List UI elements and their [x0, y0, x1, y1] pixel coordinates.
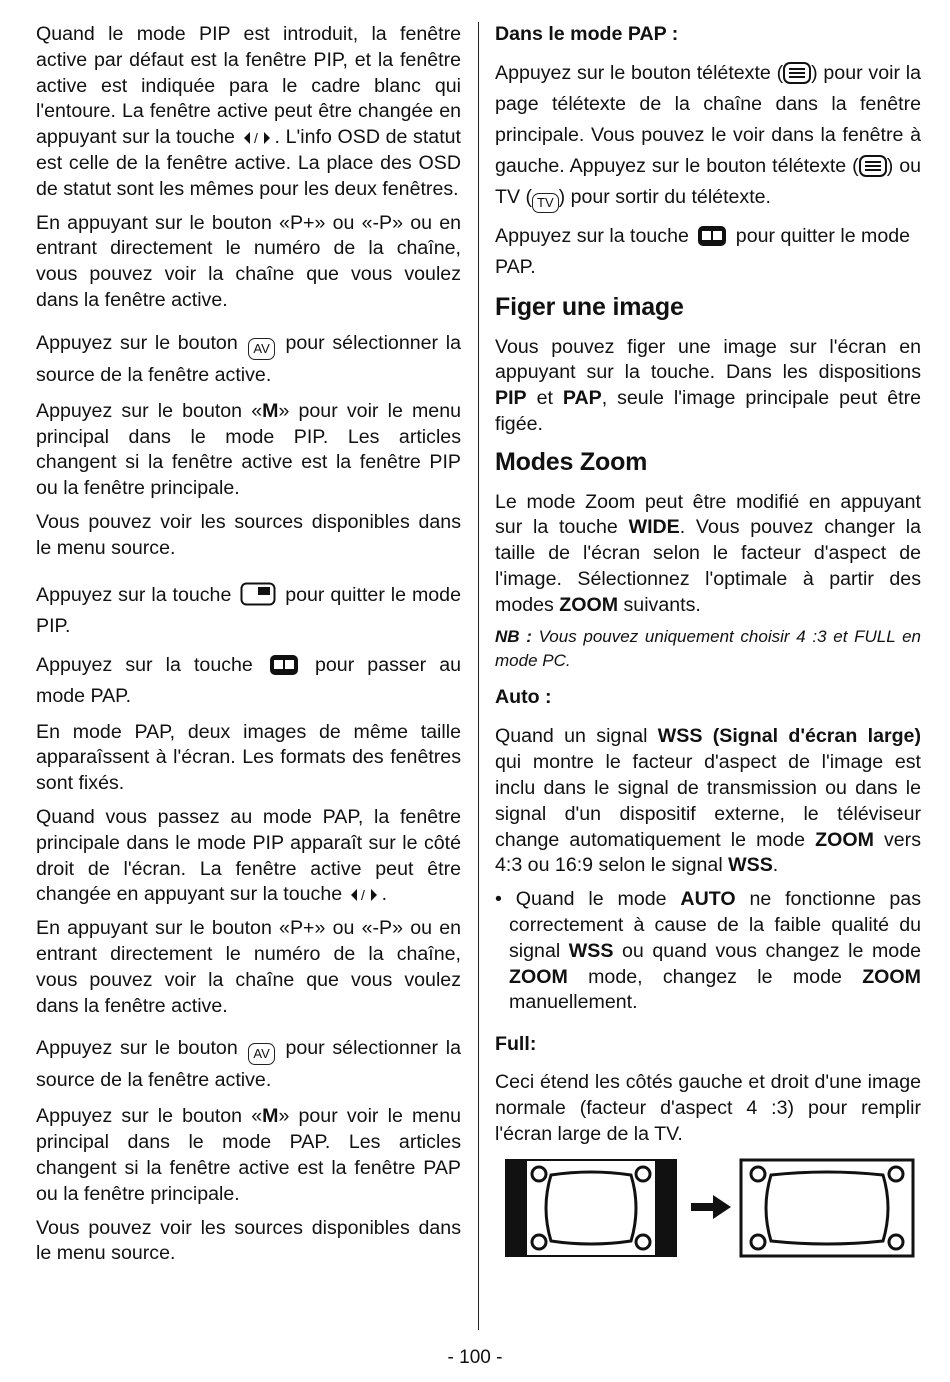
paragraph-full: Ceci étend les côtés gauche et droit d'une image normale (facteur d'aspect 4 :3) pour remplir l'écran large de la TV. [495, 1070, 921, 1145]
text-quit-pip-a: Appuyez sur la touche [36, 583, 232, 606]
arrow-right-icon [691, 1195, 731, 1219]
left-right-arrows-icon [243, 131, 273, 145]
text-bullet-zoom1-bold: ZOOM [509, 965, 568, 988]
heading-pap-mode: Dans le mode PAP : [495, 23, 679, 45]
paragraph-quit-pap [495, 221, 921, 283]
text-wide-bold: WIDE [628, 516, 680, 539]
text-menu-a: Appuyez sur le bouton « [36, 399, 263, 422]
text-menu-b: » pour voir le menu principal dans le mode PIP. Les articles changent si la fenêtre active est la fenêtre PIP ou la fenêtre principale. [36, 399, 461, 500]
text-zoom-c: suivants. [623, 593, 701, 616]
text-enter-pap-a: Appuyez sur la touche [36, 653, 253, 676]
paragraph-sources: Vous pouvez voir les sources disponibles dans le menu source. [36, 510, 461, 559]
teletext-icon [859, 155, 887, 177]
pap-key-icon [269, 654, 299, 676]
text-bullet-c: ou quand vous changez le mode [622, 939, 921, 962]
text-auto-c: vers 4:3 ou 16:9 selon le signal [495, 828, 921, 877]
heading-zoom: Modes Zoom [495, 447, 648, 476]
bullet-auto-fail [495, 887, 921, 1016]
paragraph-av-source [36, 328, 461, 391]
text-bullet-e: manuellement. [509, 991, 638, 1014]
text-pap-switch-end: . [381, 883, 388, 906]
text-auto-d: . [772, 854, 779, 877]
paragraph-auto [495, 724, 921, 879]
text-auto-b: qui montre le facteur d'aspect de l'image est inclu dans le signal de transmission ou dans le signal d'un dispositif externe, le téléviseur change automatiquement le mode [495, 751, 921, 851]
text-freeze-a: Vous pouvez figer une image sur l'écran en appuyant sur la touche. Dans les dispositions [495, 335, 921, 384]
paragraph-av-source-pap [36, 1033, 461, 1096]
text-bullet-zoom2-bold: ZOOM [862, 965, 921, 988]
left-right-arrows-icon [350, 888, 380, 902]
text-enter-pap-b: pour passer au mode PAP. [36, 653, 461, 707]
paragraph-pap-intro: En mode PAP, deux images de même taille apparaîssent à l'écran. Les formats des fenêtres sont fixés. [36, 720, 461, 795]
paragraph-enter-pap [36, 650, 461, 712]
pip-key-icon [240, 582, 276, 606]
nb-label: NB : [495, 626, 532, 646]
text-zoom-bold: ZOOM [559, 593, 619, 616]
text-teletext-d: ) pour sortir du télétexte. [558, 185, 772, 208]
text-av-pap-b: pour sélectionner la source de la fenêtre active. [36, 1037, 461, 1092]
svg-text:/: / [360, 888, 365, 903]
text-bullet-wss-bold: WSS [568, 939, 614, 962]
text-bullet-d: mode, changez le mode [588, 965, 842, 988]
column-divider [478, 22, 479, 1330]
av-button-icon: AV [248, 1043, 274, 1065]
text-quit-pip-b: pour quitter le mode PIP. [36, 583, 461, 637]
text-av-a: Appuyez sur le bouton [36, 331, 238, 354]
paragraph-pap-switch [36, 805, 461, 908]
heading-auto: Auto : [495, 685, 552, 708]
paragraph-quit-pip [36, 580, 461, 642]
paragraph-channel-select: En appuyant sur le bouton «P+» ou «-P» ou en entrant directement le numéro de la chaîne, vous pouvez voir la chaîne que vous voulez dans la fenêtre active. [36, 211, 461, 311]
full-zoom-illustration [495, 1157, 935, 1259]
svg-text:/: / [253, 131, 258, 146]
paragraph-channel-select-pap: En appuyant sur le bouton «P+» ou «-P» ou en entrant directement le numéro de la chaîne, vous pouvez voir la chaîne que vous voulez dans la fenêtre active. [36, 917, 461, 1017]
text-teletext-c: ) ou TV ( [495, 154, 921, 208]
text-menu-pap-b: » pour voir le menu principal dans le mode PAP. Les articles changent si la fenêtre active est la fenêtre PAP ou la fenêtre principale. [36, 1105, 461, 1205]
right-column [495, 22, 921, 1259]
paragraph-teletext [495, 58, 921, 213]
text-freeze-b: , seule l'image principale peut être figée. [495, 387, 922, 435]
text-pip-intro-end: . L'info OSD de statut est celle de la fenêtre active. La place des OSD de statut sont les mêmes pour les deux fenêtres. [36, 126, 461, 200]
text-pap-bold: PAP [562, 387, 602, 410]
text-auto-wss-bold: WSS [728, 854, 773, 877]
heading-full: Full: [495, 1033, 537, 1056]
paragraph-pip-intro [36, 22, 461, 203]
nb-text: Vous pouvez uniquement choisir 4 :3 et FULL en mode PC. [495, 626, 921, 670]
text-pip-bold: PIP [495, 387, 527, 410]
text-menu-pap-a: Appuyez sur le bouton « [36, 1105, 263, 1128]
text-bullet-auto-bold: AUTO [680, 888, 736, 911]
text-pap-switch: Quand vous passez au mode PAP, la fenêtre principale dans le mode PIP apparaît sur le côté droit de l'écran. La fenêtre active peut être changée en appuyant sur la touche [36, 805, 461, 906]
left-column [36, 22, 461, 1275]
text-wss-full-bold: WSS (Signal d'écran large) [657, 725, 921, 748]
text-bullet-a: • Quand le mode [495, 888, 667, 911]
normal-4-3-screen [505, 1159, 677, 1257]
tv-button-icon: TV [532, 193, 559, 213]
text-zoom-a: Le mode Zoom peut être modifié en appuyant sur la touche [495, 490, 921, 539]
text-av-pap-a: Appuyez sur le bouton [36, 1037, 238, 1060]
paragraph-zoom [495, 490, 921, 619]
text-bullet-b: ne fonctionne pas correctement à cause de la faible qualité du signal [509, 888, 921, 962]
heading-freeze: Figer une image [495, 292, 684, 321]
text-quit-pap-b: pour quitter le mode PAP. [495, 224, 911, 278]
menu-key-m: M [262, 1105, 279, 1128]
pap-key-icon [697, 225, 727, 247]
text-auto-a: Quand un signal [495, 725, 648, 748]
paragraph-nb [495, 625, 921, 673]
text-teletext-a: Appuyez sur le bouton télétexte ( [495, 61, 784, 84]
text-et: et [536, 387, 553, 410]
text-teletext-b: ) pour voir la page télétexte de la chaîne dans la fenêtre principale. Vous pouvez le voir dans la fenêtre à gauche. Appuyez sur le bouton télétexte ( [495, 61, 921, 177]
text-quit-pap-a: Appuyez sur la touche [495, 224, 689, 247]
paragraph-menu-pip [36, 399, 461, 502]
full-wide-screen [741, 1160, 913, 1256]
teletext-icon [783, 62, 811, 84]
text-auto-zoom-bold: ZOOM [815, 828, 874, 851]
paragraph-sources-pap: Vous pouvez voir les sources disponibles dans le menu source. [36, 1216, 461, 1265]
text-zoom-b: . Vous pouvez changer la taille de l'écran selon le facteur d'aspect de l'image. Sélectionnez l'optimale à partir des modes [495, 516, 922, 616]
page-number: - 100 - [447, 1347, 503, 1368]
text-av-b: pour sélectionner la source de la fenêtre active. [36, 331, 461, 386]
menu-key-m: M [262, 399, 279, 422]
paragraph-freeze [495, 335, 921, 438]
text-pip-intro: Quand le mode PIP est introduit, la fenêtre active par défaut est la fenêtre PIP, et la fenêtre active est indiquée para le cadre blanc qui l'entoure. La fenêtre active peut être changée en appuyant sur la touche [36, 23, 461, 149]
paragraph-menu-pap [36, 1104, 461, 1207]
av-button-icon: AV [248, 338, 274, 360]
